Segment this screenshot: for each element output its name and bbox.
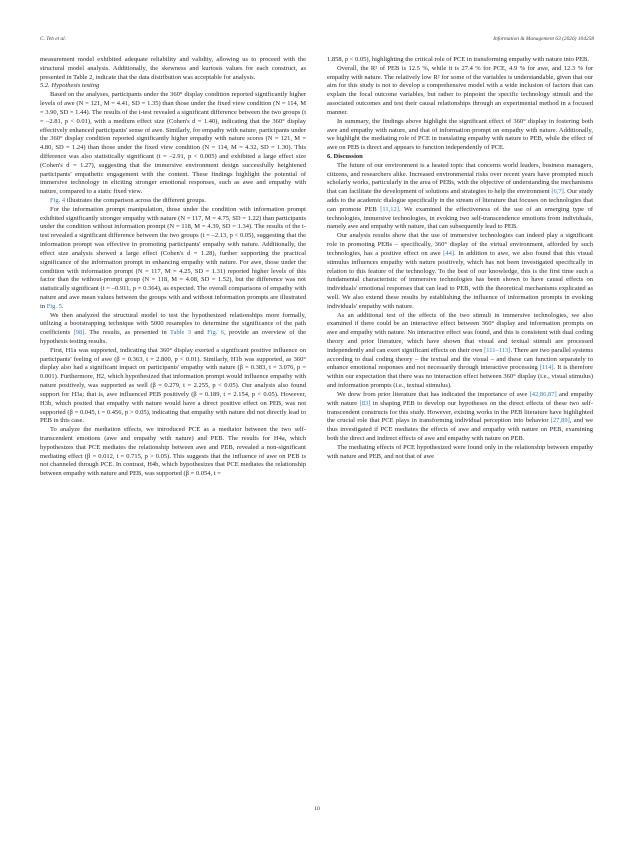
header-journal: Information & Management 63 (2026) 104258 bbox=[493, 36, 594, 42]
paragraph: 1.858, p < 0.05), highlighting the critical role of PCE in transforming empathy with nature into PEB. bbox=[327, 56, 590, 63]
paragraph: First, H1a was supported, indicating that 360° display exerted a significant positive influence on participants' feeling of awe (β = 0.363, t = 2.800, p < 0.01). Similarly, H1b was supported, as 360° display also had a significant impact on participants' empathy with nature (β = 0.383, t = 3.076, p = 0.001). Furthermore, H2, which hypothesized that information prompt would influence empathy with nature positively, was supported as well (β = 0.279, t = 2.255, p < 0.05). Our analysis also found support for H3a; that is, awe influenced PEB positively (β = 0.189, t = 2.154, p < 0.05). However, H3b, which posited that empathy with nature would have a direct positive effect on PEB, was not supported (β = 0.045, t = 0.456, p > 0.05), indicating that empathy with nature did not directly lead to PEB in this case. bbox=[40, 346, 306, 425]
page-number: 10 bbox=[314, 806, 320, 812]
paragraph: measurement model exhibited adequate reliability and validity, allowing us to proceed with the structural model analysis. Additionally, the skewness and kurtosis values for each construct, as presented in Table 2, indicate that the data distribution was acceptable for analysis. bbox=[40, 56, 306, 81]
figure-link[interactable]: Fig. 5 bbox=[46, 302, 62, 310]
citation-link[interactable]: [83] bbox=[359, 399, 371, 407]
citation-link[interactable]: [98] bbox=[73, 329, 85, 337]
section-heading-5-2: 5.2. Hypothesis testing bbox=[40, 82, 100, 90]
paragraph: We drew from prior literature that has indicated the importance of awe [42,86,87] and empathy with nature [83] in shaping PEB to develop our hypotheses on the direct effects of these two self-transcendent constructs for this study. However, existing works in the PEB literature have highlighted the crucial role that PCE plays in transforming individual perception into behavior [27,89], and we thus investigated if PCE mediates the effects of awe and empathy with nature on PEB, examining both the direct and indirect effects of awe and empathy with nature on PEB. bbox=[327, 390, 594, 442]
running-header bbox=[40, 36, 594, 46]
citation-link[interactable]: [114] bbox=[539, 364, 554, 372]
section-heading-6: 6. Discussion bbox=[327, 152, 363, 160]
citation-link[interactable]: [111–113] bbox=[484, 346, 511, 354]
right-column bbox=[327, 56, 593, 461]
left-column bbox=[40, 56, 306, 479]
paragraph: Fig. 4 illustrates the comparison across the different groups. bbox=[50, 197, 206, 204]
paragraph: We then analyzed the structural model to test the hypothesized relationships more formally, utilizing a bootstrapping technique with 5000 resamples to determine the significance of the path coefficients [98]. The results, as presented in Table 3 and Fig. 6, provide an overview of the hypothesis testing results. bbox=[40, 311, 307, 345]
citation-link[interactable]: [44] bbox=[443, 249, 455, 257]
citation-link[interactable]: [6,7] bbox=[551, 188, 564, 196]
figure-link[interactable]: Fig. 6 bbox=[207, 329, 225, 337]
paragraph: Based on the analyses, participants under the 360° display condition reported significantly higher levels of awe (N = 121, M = 4.41, SD = 1.35) than those under the fixed view condition (N = 114, M = 3.90, SD = 1.44). The results of the t-test revealed a significant difference between the two groups (t = –2.81, p < 0.01), with a medium effect size (Cohen's d = 1.40), indicating that the 360° display effectively enhanced participants' sense of awe. Similarly, for empathy with nature, participants under the 360° display condition reported significantly higher empathy with nature scores (N = 121, M = 4.80, SD = 1.24) than those under the fixed view condition (N = 114, M = 4.32, SD = 1.30). This difference was also statistically significant (t = –2.91, p < 0.005) and exhibited a large effect size (Cohen's d = 1.27), suggesting that the immersive environment design successfully heightened participants' empathetic engagement with the content. These findings highlight the potential of immersive technology in eliciting stronger emotional responses, such as awe and empathy with nature, compared to a static fixed view. bbox=[40, 91, 306, 196]
paragraph: Our analysis results show that the use of immersive technologies can indeed play a significant role in promoting PEBs – specifically, 360° display of the virtual environment, afforded by such technologies, has a positive effect on awe [44]. In addition to awe, we also found that this visual stimulus influences empathy with nature positively, which has not been investigated specifically in relation to this feature of the technology. To the best of our knowledge, this is the first time such a fundamental characteristic of immersive technologies has been shown to have causal effects on individuals' emotional responses that can lead to PEB, with the theoretical mechanisms explicated as well. We also extend these results by establishing the influence of information prompts in evoking individuals' empathy with nature. bbox=[327, 232, 593, 310]
paragraph: For the information prompt manipulation, those under the condition with information prompt exhibited significantly stronger empathy with nature (N = 117, M = 4.75, SD = 1.22) than participants under the condition without information prompt (N = 118, M = 4.39, SD = 1.34). The results of the t-test revealed a significant difference between the two groups (t = –2.13, p < 0.05), suggesting that the information prompt was effective in promoting participants' empathy with nature. Additionally, the effect size analysis showed a large effect (Cohen's d = 1.28), further supporting the practical significance of the information prompt in enhancing empathy with nature. For awe, those under the condition with information prompt (N = 117, M = 4.25, SD = 1.31) reported higher levels of this factor than the without-prompt group (N = 118, M = 4.08, SD = 1.52), but the difference was not statistically significant (t = –0.911, p = 0.364), as expected. The overall comparisons of empathy with nature and awe mean values between the groups with and without information prompts are illustrated in Fig. 5. bbox=[40, 205, 306, 310]
citation-link[interactable]: [42,86,87] bbox=[529, 390, 557, 398]
paragraph: In summary, the findings above highlight the significant effect of 360° display in fostering both awe and empathy with nature, and that of information prompt on empathy with nature. Additionally, we highlight the mediating role of PCE in translating empathy with nature to PEB, while the effect of awe on PEB is direct and appears to function independently of PCE. bbox=[327, 117, 593, 152]
paragraph: To analyze the mediation effects, we introduced PCE as a mediator between the two self-transcendent emotions (awe and empathy with nature) and PEB. The results for H4a, which hypothesizes that PCE mediates the relationship between awe and PEB, revealed a non-significant mediating effect (β = 0.012, t = 0.715, p > 0.05). This suggests that the influence of awe on PEB is not channeled through PCE. In contrast, H4b, which hypothesizes that PCE mediates the relationship between empathy with nature and PEB, was supported (β = 0.054, t = bbox=[40, 426, 306, 478]
citation-link[interactable]: [27,89] bbox=[550, 417, 570, 425]
paragraph: The future of our environment is a heated topic that concerns world leaders, business managers, citizens, and researchers alike. Increased environmental risks over recent years have prompted much scholarly works, particularly in the area of PEBs, with the objective of understanding the mechanisms that can facilitate the development of solutions and strategies to help the environment [6,7]. Our study adds to the academic dialogue specifically in the stream of literature that focuses on technologies that can promote PEB [11,12]. We examined the effectiveness of the use of an emerging type of technologies, immersive technologies, in evoking two self-transcendence emotions from individuals, namely awe and empathy with nature, that can subsequently lead to PEB. bbox=[327, 161, 593, 231]
table-link[interactable]: Table 3 bbox=[170, 329, 192, 337]
header-authors: C. Teh et al. bbox=[40, 36, 67, 42]
paragraph: The mediating effects of PCE hypothesized were found only in the relationship between empathy with nature and PEB, and not that of awe bbox=[327, 443, 593, 460]
figure-link[interactable]: Fig. 4 bbox=[50, 197, 66, 204]
paragraph: Overall, the R² of PEB is 12.5 %, while it is 27.4 % for PCE, 4.9 % for awe, and 12.3 % for empathy with nature. The relatively low R² for some of the variables is understandable, given that our aim for this study is not to develop a comprehensive model with a wide inclusion of factors that can explain the focal outcome variables, but rather to pinpoint the specific technology stimuli and the associated outcomes and test their causal relationships through an experimental method in a focused manner. bbox=[327, 64, 593, 116]
citation-link[interactable]: [11,12] bbox=[380, 205, 399, 213]
paragraph: As an additional test of the effects of the two stimuli in immersive technologies, we also examined if there could be an interactive effect between 360° display and information prompts on awe and empathy with nature. No interactive effect was found, and this is consistent with dual coding theory and prior literature, which have shown that visual and textual stimuli are processed independently and can exert significant effects on their own [111–113]. There are two parallel systems according to dual coding theory – the textual and the visual – and these can function separately to enhance emotional responses and not necessarily through interactive processing [114]. It is therefore within our expectation that there was no interaction effect between 360° display (i.e., visual stimulus) and information prompts (i.e., textual stimulus). bbox=[327, 311, 593, 390]
